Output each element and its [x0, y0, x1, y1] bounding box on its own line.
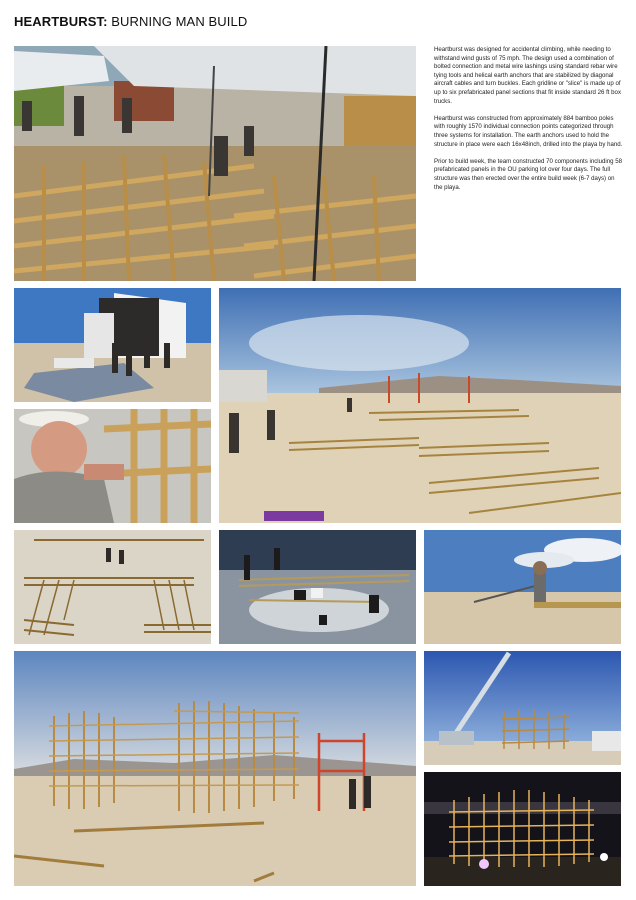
photo-worker-lashing	[14, 409, 211, 523]
title-subtitle: BURNING MAN BUILD	[107, 14, 248, 29]
photo-night-assembly	[219, 530, 416, 644]
photo-crane-lift	[424, 651, 621, 765]
project-description	[434, 46, 624, 201]
title-project-name: HEARTBURST:	[14, 14, 108, 29]
description-paragraph-1: Heartburst was designed for accidental climbing, while needing to withstand wind gusts of 75 mph. The design used a combination of bolted connection and metal wire lashings using standard rebar wire tying tools and helical earth anchors that are stabilized by diagonal aircraft cables and turn buckles. Each gridline or "slice" is made up of up to six prefabricated panel sections that fit inside standard 26 ft box trucks.	[434, 46, 621, 105]
photo-night-lit-structure	[424, 772, 621, 886]
page-title	[14, 14, 247, 29]
photo-truck-unloading	[14, 288, 211, 402]
photo-panels-laid-out	[14, 530, 211, 644]
photo-parking-lot-prefab	[14, 46, 416, 281]
photo-anchor-drilling	[424, 530, 621, 644]
photo-playa-layout	[219, 288, 621, 523]
description-paragraph-2: Heartburst was constructed from approximately 884 bamboo poles with roughly 1570 individual connection points categorized through three systems for installation. The earth anchors used to hold the structure in place were each 16x48inch, drilled into the playa by hand.	[434, 114, 623, 148]
photo-structure-erected	[14, 651, 416, 886]
description-paragraph-3: Prior to build week, the team constructed 70 components including 58 prefabricated panels in the OU parking lot over four days. The full structure was then erected over the entire build week (6-7 days) on the playa.	[434, 157, 622, 191]
